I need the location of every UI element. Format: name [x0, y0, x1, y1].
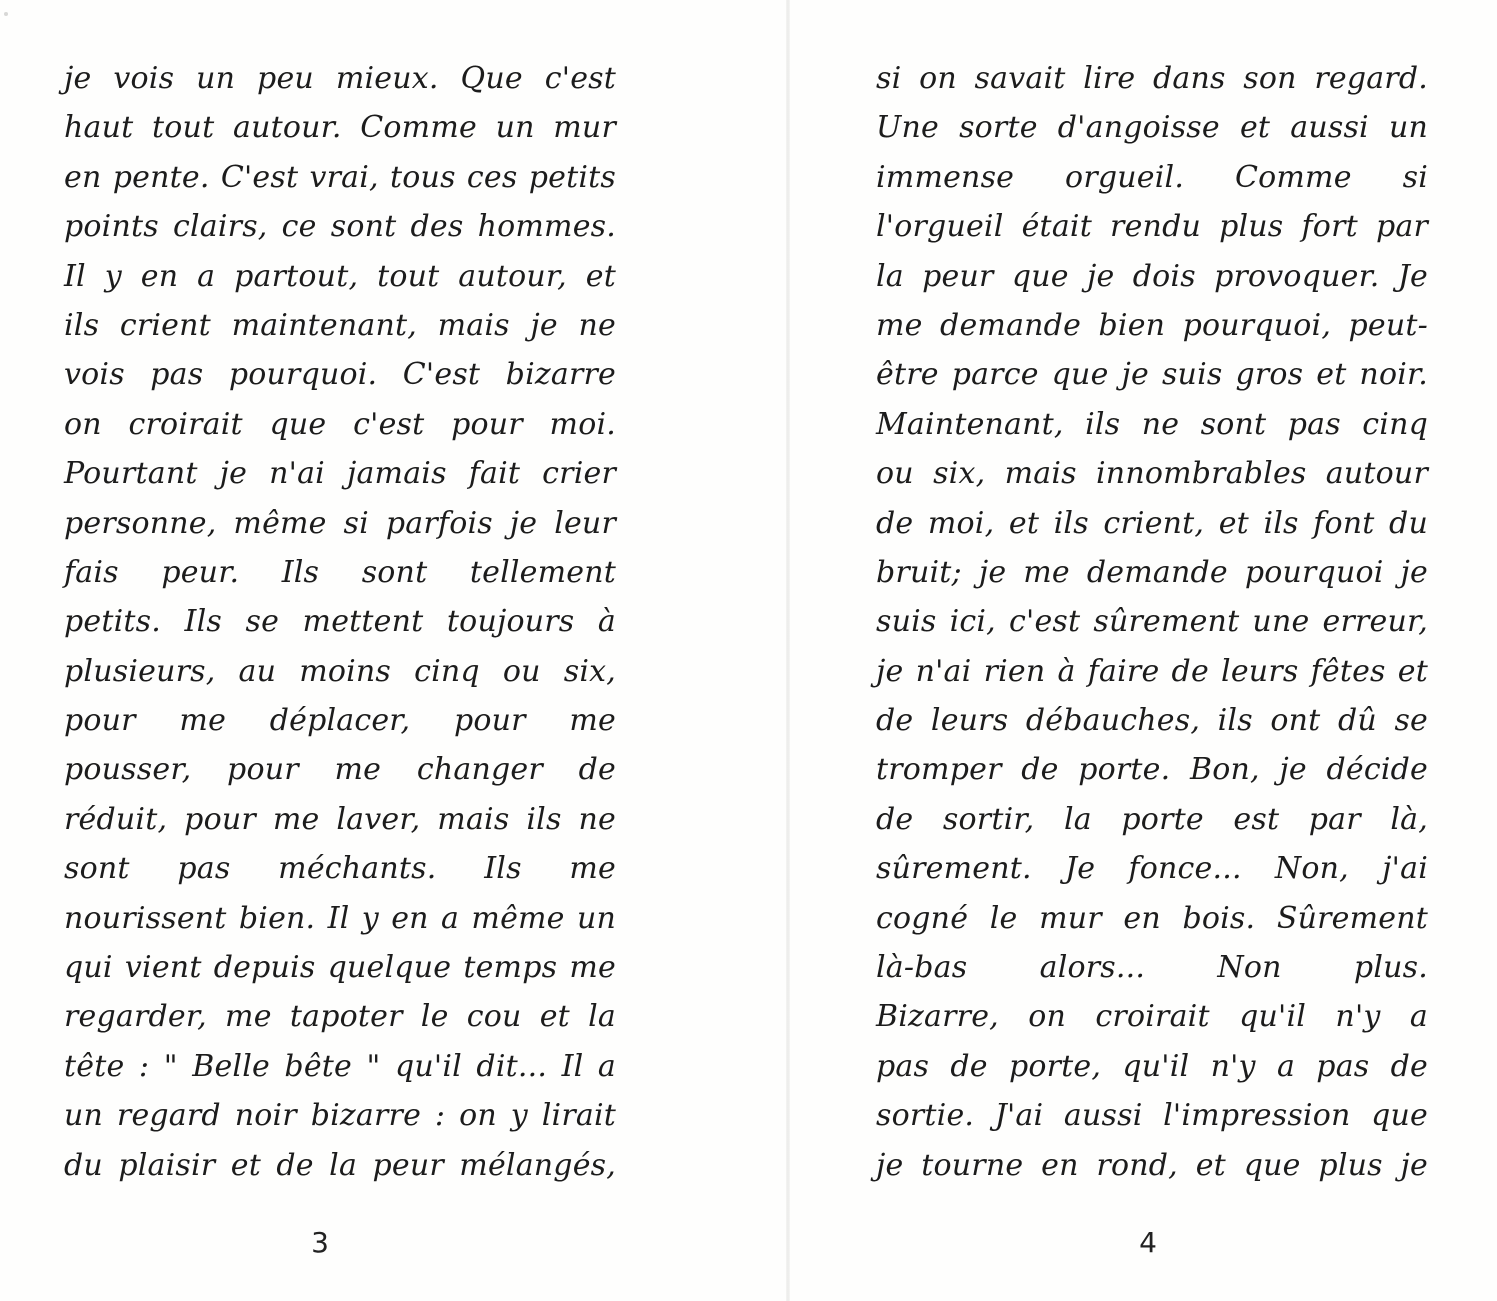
text-line: si on savait lire dans son regard.: [876, 61, 1428, 96]
text-line: regarder, me tapoter le cou et la: [64, 999, 616, 1035]
text-line: pas de porte, qu'il n'y a pas de: [876, 1048, 1428, 1084]
text-line: là-bas alors... Non plus.: [876, 950, 1428, 986]
text-line: tête : " Belle bête " qu'il dit... Il a: [64, 1048, 616, 1084]
text-line: qui vient depuis quelque temps me: [64, 950, 616, 986]
text-line: me demande bien pourquoi, peut-: [876, 307, 1428, 343]
text-line: un regard noir bizarre : on y lirait: [64, 1098, 616, 1134]
text-line: de leurs débauches, ils ont dû se: [876, 703, 1428, 739]
text-line: Maintenant, ils ne sont pas cinq: [876, 406, 1428, 442]
page-number-left: 3: [311, 1226, 329, 1259]
text-line: cogné le mur en bois. Sûrement: [876, 900, 1428, 936]
text-line: on croirait que c'est pour moi.: [64, 406, 616, 442]
text-line: Pourtant je n'ai jamais fait crier: [64, 456, 616, 492]
text-line: sortie. J'ai aussi l'impression que: [876, 1098, 1428, 1134]
text-line: fais peur. Ils sont tellement: [64, 554, 616, 590]
text-line: petits. Ils se mettent toujours à: [64, 604, 616, 640]
text-line: sûrement. Je fonce... Non, j'ai: [876, 851, 1428, 887]
text-line: Une sorte d'angoisse et aussi un: [876, 110, 1428, 146]
text-line: suis ici, c'est sûrement une erreur,: [876, 604, 1428, 640]
text-line: du plaisir et de la peur mélangés,: [64, 1147, 616, 1183]
text-line: tromper de porte. Bon, je décide: [876, 752, 1428, 788]
text-line: je tourne en rond, et que plus je: [876, 1147, 1428, 1183]
text-line: pour me déplacer, pour me: [64, 703, 616, 739]
page-number-right: 4: [1139, 1226, 1157, 1259]
text-line: points clairs, ce sont des hommes.: [64, 209, 616, 245]
text-line: être parce que je suis gros et noir.: [876, 357, 1428, 393]
book-gutter: [786, 0, 790, 1301]
left-page-text: [64, 54, 616, 1224]
text-line: haut tout autour. Comme un mur: [64, 110, 616, 146]
text-line: nourissent bien. Il y en a même un: [64, 900, 616, 936]
text-line: vois pas pourquoi. C'est bizarre: [64, 357, 616, 393]
text-line: personne, même si parfois je leur: [64, 505, 616, 541]
text-line: de moi, et ils crient, et ils font du: [876, 505, 1428, 541]
text-line: Bizarre, on croirait qu'il n'y a: [876, 999, 1428, 1035]
text-line: je n'ai rien à faire de leurs fêtes et: [876, 653, 1428, 689]
text-line: immense orgueil. Comme si: [876, 159, 1428, 195]
right-page-text: [876, 54, 1428, 1224]
text-line: ou six, mais innombrables autour: [876, 456, 1428, 492]
text-line: plusieurs, au moins cinq ou six,: [64, 653, 616, 689]
text-line: Il y en a partout, tout autour, et: [64, 258, 616, 294]
text-line: l'orgueil était rendu plus fort par: [876, 209, 1428, 245]
paper-speck: [4, 12, 8, 16]
text-line: sont pas méchants. Ils me: [64, 851, 616, 887]
text-line: de sortir, la porte est par là,: [876, 801, 1428, 837]
text-line: bruit; je me demande pourquoi je: [876, 554, 1428, 590]
text-line: la peur que je dois provoquer. Je: [876, 258, 1428, 294]
text-line: réduit, pour me laver, mais ils ne: [64, 801, 616, 837]
text-line: en pente. C'est vrai, tous ces petits: [64, 159, 616, 195]
text-line: je vois un peu mieux. Que c'est: [64, 61, 616, 96]
text-line: pousser, pour me changer de: [64, 752, 616, 788]
text-line: ils crient maintenant, mais je ne: [64, 307, 616, 343]
